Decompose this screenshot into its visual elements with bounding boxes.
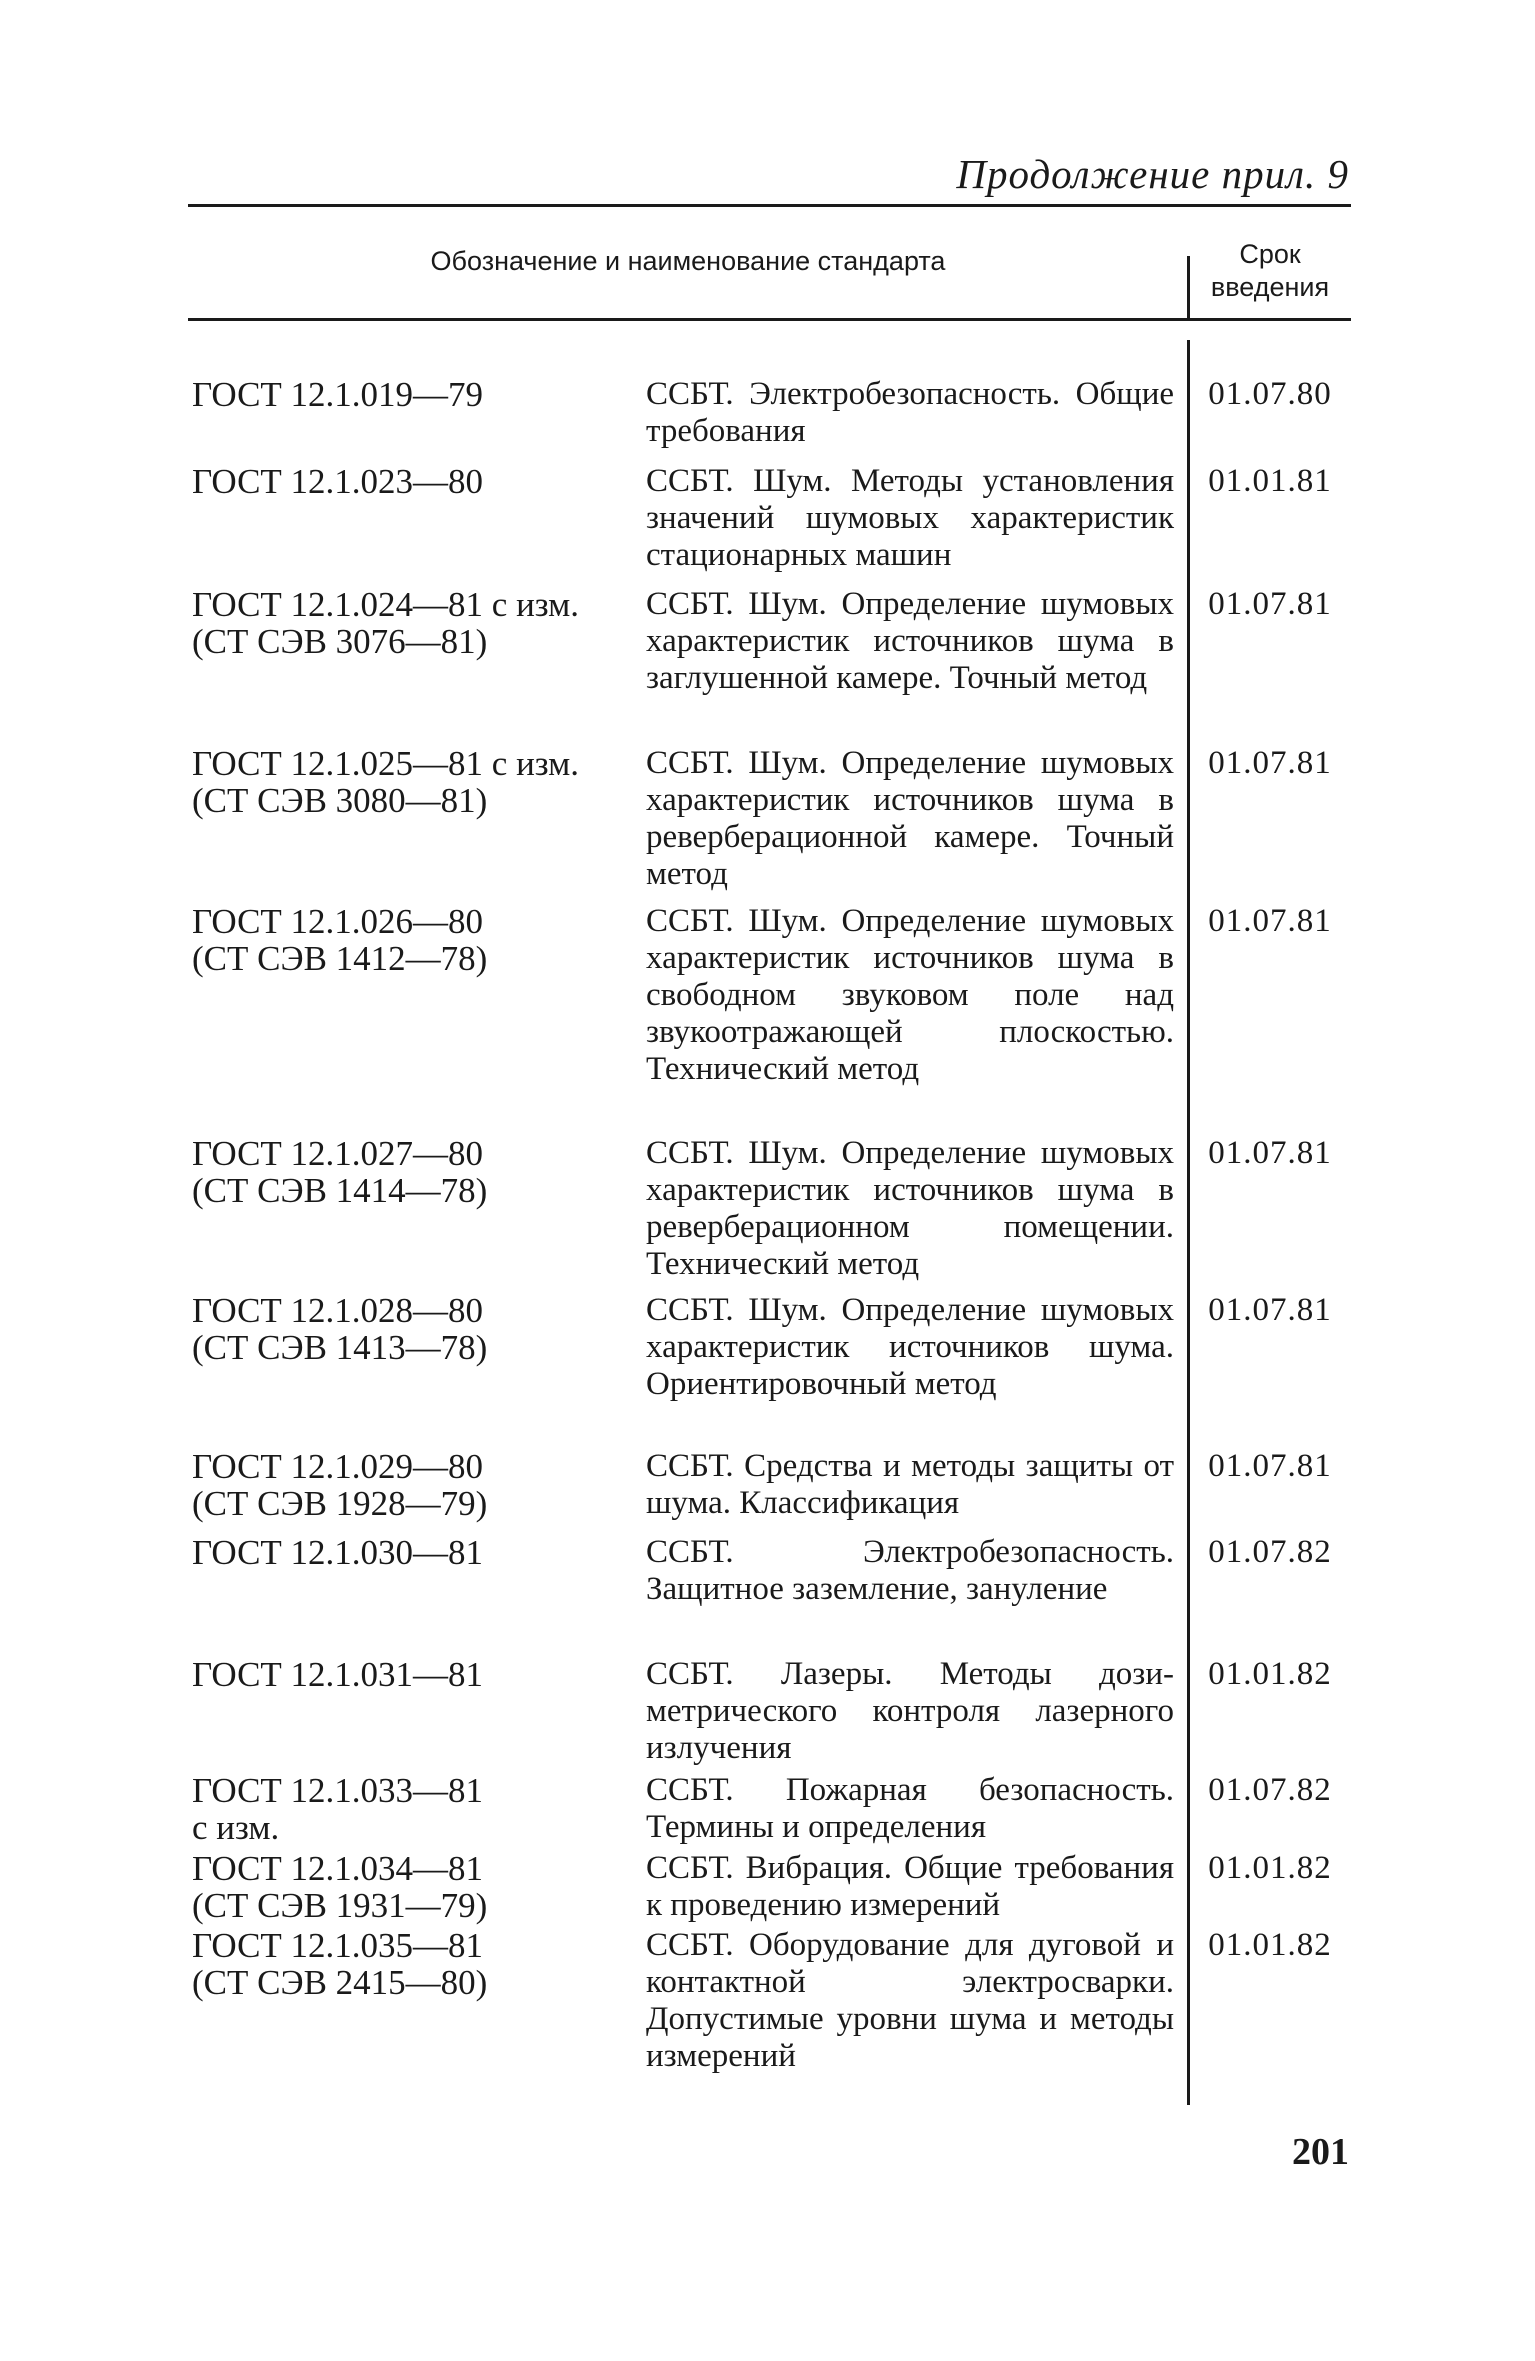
standard-code (192, 1927, 622, 2001)
continuation-label: Продолжение прил. 9 (956, 151, 1349, 197)
standard-code (192, 1534, 622, 1571)
standard-code-line1: ГОСТ 12.1.024—81 с изм. (192, 585, 580, 624)
standard-code-line1: ГОСТ 12.1.034—81 (192, 1849, 484, 1888)
introduction-date: 01.07.80 (1208, 376, 1332, 412)
standard-description: ССБТ. Оборудование для дуговой и контактной электросварки. Допустимые уровни шума и методы измерений (646, 1927, 1174, 2074)
standard-description: ССБТ. Шум. Определение шумовых характеристик источников шума в свободном звуковом поле над звукоотражающей плоскостью. Технический метод (646, 903, 1174, 1087)
introduction-date: 01.07.81 (1208, 1448, 1332, 1484)
introduction-date: 01.01.82 (1208, 1927, 1332, 1963)
standard-description: ССБТ. Шум. Определение шумовых характеристик источников шума. Ориентировочный метод (646, 1292, 1174, 1402)
standard-code (192, 586, 622, 660)
standard-code (192, 1656, 622, 1693)
standard-code-line2: (СТ СЭВ 3080—81) (192, 781, 488, 820)
standard-code (192, 1135, 622, 1209)
standard-description: ССБТ. Средства и методы защиты от шума. Классификация (646, 1448, 1174, 1521)
standard-code (192, 1448, 622, 1522)
standard-code-line2: (СТ СЭВ 2415—80) (192, 1963, 488, 2002)
introduction-date: 01.07.82 (1208, 1534, 1332, 1570)
standard-code-line2: (СТ СЭВ 3076—81) (192, 622, 488, 661)
introduction-date: 01.07.82 (1208, 1772, 1332, 1808)
standard-code-line1: ГОСТ 12.1.026—80 (192, 902, 484, 941)
introduction-date: 01.01.81 (1208, 463, 1332, 499)
standard-description: ССБТ. Шум. Методы установления значений шумовых характеристик стационарных машин (646, 463, 1174, 573)
standard-code-line2: (СТ СЭВ 1931—79) (192, 1886, 488, 1925)
standard-description: ССБТ. Шум. Определение шумовых характеристик источников шума в реверберационной камере. Точный метод (646, 745, 1174, 892)
header-top-rule (188, 204, 1351, 207)
standard-code-line2: (СТ СЭВ 1413—78) (192, 1328, 488, 1367)
standard-code (192, 463, 622, 500)
standard-code-line1: ГОСТ 12.1.031—81 (192, 1655, 484, 1694)
standard-description: ССБТ. Электробезопасность. Защитное заземление, зануление (646, 1534, 1174, 1607)
introduction-date: 01.07.81 (1208, 586, 1332, 622)
column-header-standard: Обозначение и наименование стандарта (430, 246, 946, 276)
introduction-date: 01.01.82 (1208, 1656, 1332, 1692)
standard-code-line2: (СТ СЭВ 1412—78) (192, 939, 488, 978)
introduction-date: 01.07.81 (1208, 903, 1332, 939)
standard-description: ССБТ. Вибрация. Общие требования к проведению измерений (646, 1850, 1174, 1923)
standard-code-line1: ГОСТ 12.1.028—80 (192, 1291, 484, 1330)
standard-code-line1: ГОСТ 12.1.030—81 (192, 1533, 484, 1572)
standard-description: ССБТ. Шум. Определение шумовых характеристик источников шума в заглушенной камере. Точный метод (646, 586, 1174, 696)
standard-code (192, 903, 622, 977)
standard-description: ССБТ. Шум. Определение шумовых характеристик источников шума в реверберационном помещении. Технический метод (646, 1135, 1174, 1282)
standard-code-line1: ГОСТ 12.1.033—81 (192, 1771, 484, 1810)
standard-description: ССБТ. Электробезопасность. Общие требования (646, 376, 1174, 449)
standard-code-line2: с изм. (192, 1808, 280, 1847)
standard-code (192, 1292, 622, 1366)
standard-code-line1: ГОСТ 12.1.019—79 (192, 375, 484, 414)
standard-code-line2: (СТ СЭВ 1928—79) (192, 1484, 488, 1523)
page-number: 201 (1292, 2131, 1349, 2173)
standard-code-line1: ГОСТ 12.1.025—81 с изм. (192, 744, 580, 783)
column-header-date (1190, 238, 1350, 304)
introduction-date: 01.07.81 (1208, 745, 1332, 781)
header-bottom-rule (188, 318, 1351, 321)
standard-description: ССБТ. Пожарная безопасность. Термины и определения (646, 1772, 1174, 1845)
standard-code-line2: (СТ СЭВ 1414—78) (192, 1171, 488, 1210)
standard-code-line1: ГОСТ 12.1.035—81 (192, 1926, 484, 1965)
introduction-date: 01.07.81 (1208, 1135, 1332, 1171)
standard-code (192, 1772, 622, 1846)
standard-code-line1: ГОСТ 12.1.029—80 (192, 1447, 484, 1486)
standard-code (192, 1850, 622, 1924)
introduction-date: 01.01.82 (1208, 1850, 1332, 1886)
standard-code (192, 376, 622, 413)
standard-code-line1: ГОСТ 12.1.027—80 (192, 1134, 484, 1173)
standard-code-line1: ГОСТ 12.1.023—80 (192, 462, 484, 501)
standard-code (192, 745, 622, 819)
introduction-date: 01.07.81 (1208, 1292, 1332, 1328)
standard-description: ССБТ. Лазеры. Методы дозиметрического контроля лазерного излучения (646, 1656, 1174, 1766)
column-header-date-line2: введения (1210, 272, 1330, 302)
column-header-date-line1: Срок (1239, 239, 1301, 269)
